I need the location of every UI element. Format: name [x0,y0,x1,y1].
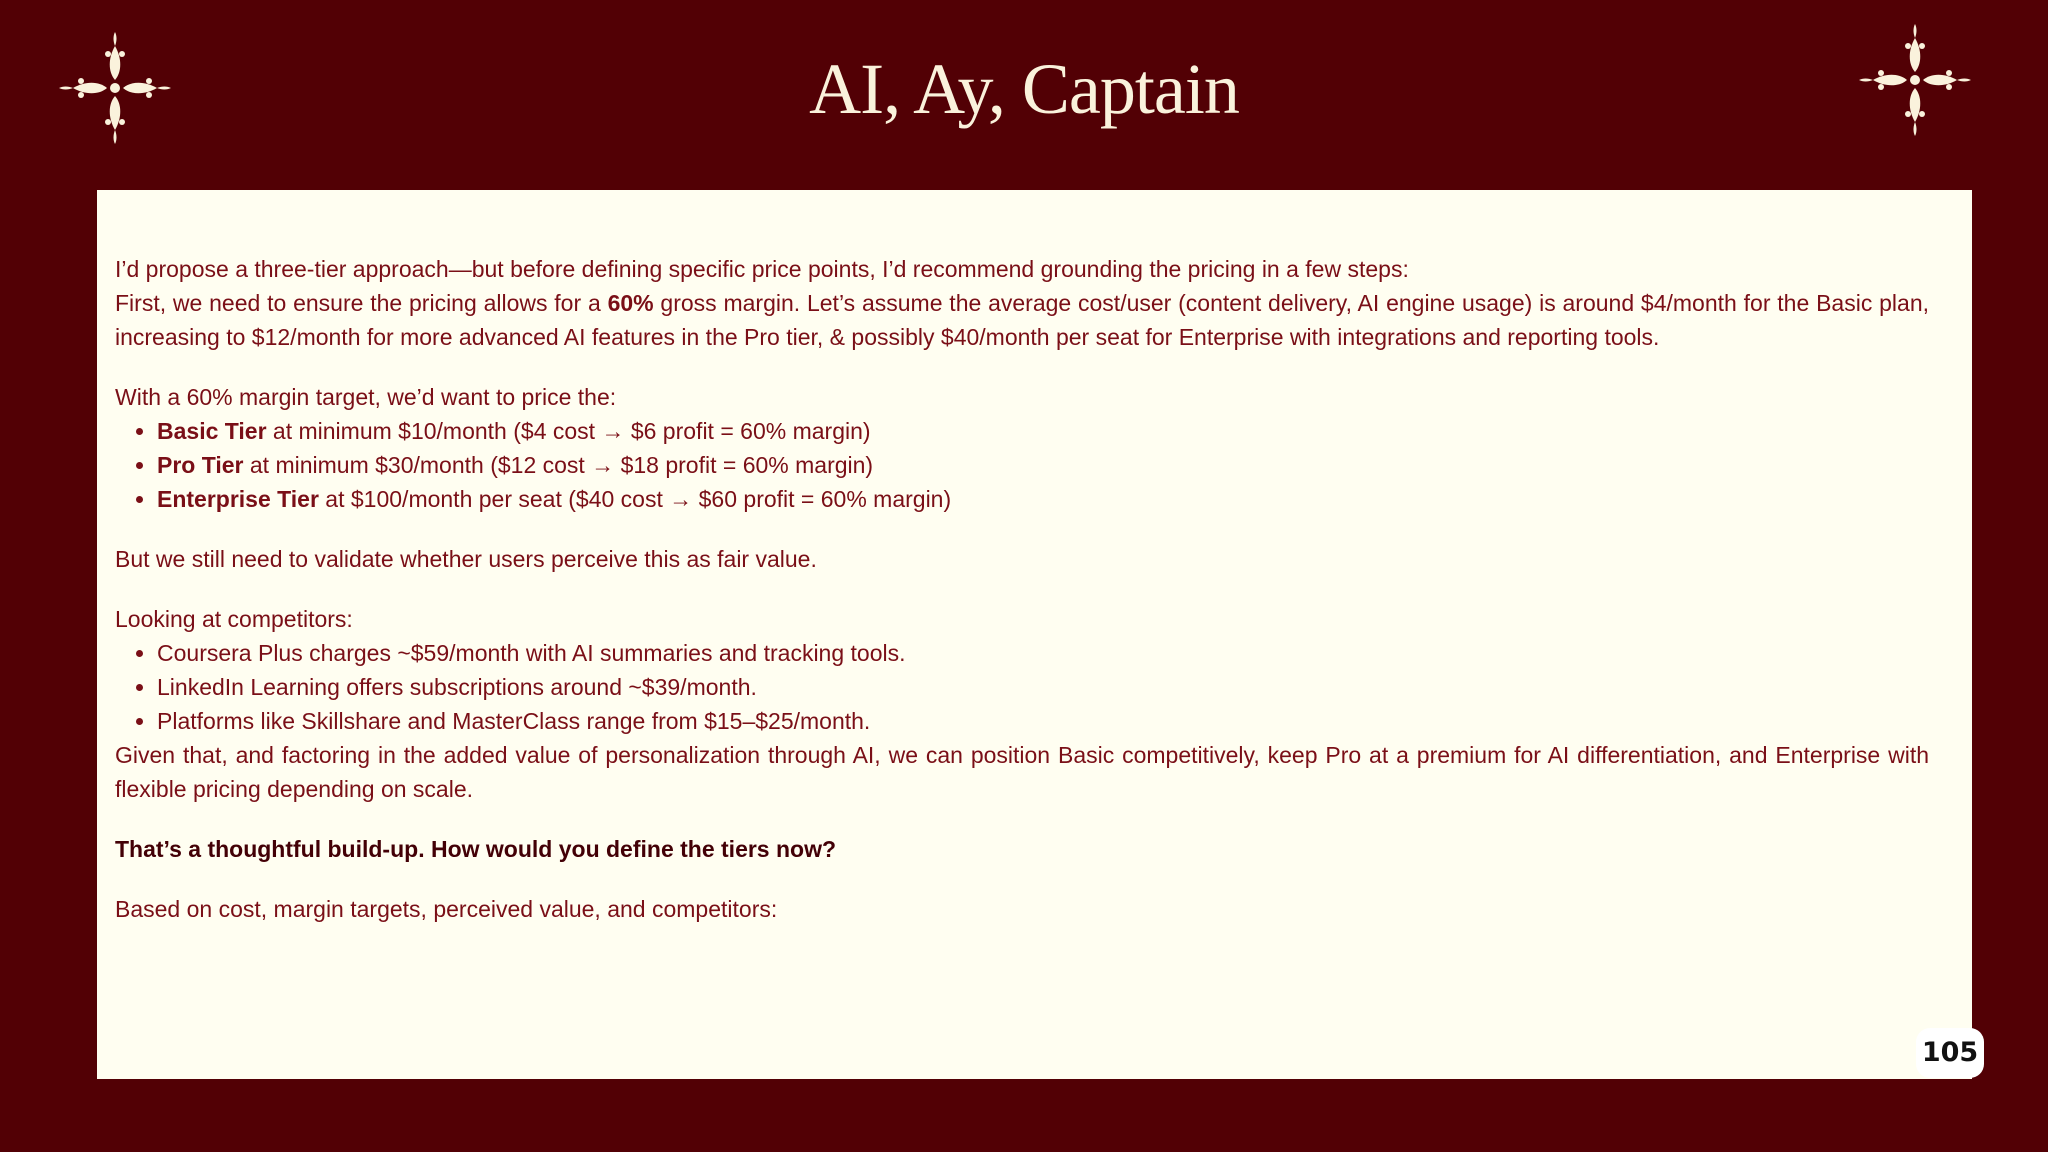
content-body [115,252,1929,926]
tier-item-enterprise [157,482,1929,516]
tier-item-basic [157,414,1929,448]
content-panel [97,190,1972,1079]
tier-detail: at $100/month per seat ($40 cost → $60 profit = 60% margin) [318,486,952,512]
intro-paragraph: I’d propose a three-tier approach—but before defining specific price points, I’d recommend grounding the pricing in a few steps: [115,256,1409,282]
conclusion-paragraph: Given that, and factoring in the added value of personalization through AI, we can position Basic competitively, keep Pro at a premium for AI differentiation, and Enterprise with flexible pricing depending on scale. [115,742,1929,802]
margin-target-intro: With a 60% margin target, we’d want to price the: [115,384,617,410]
question-prompt: That’s a thoughtful build-up. How would you define the tiers now? [115,836,837,862]
tier-detail: at minimum $30/month ($12 cost → $18 profit = 60% margin) [243,452,874,478]
fleur-star-icon [55,28,175,148]
tier-item-pro [157,448,1929,482]
margin-text-b: gross margin. Let’s assume the average cost/user (content delivery, AI engine usage) is around $4/month for the Basic plan, increasing to $12/month for more advanced AI features in the Pro tier, & possibly $40/month per seat for Enterprise with integrations and reporting tools. [115,290,1929,350]
page-number-badge: 105 [1916,1028,1984,1078]
tier-detail: at minimum $10/month ($4 cost → $6 profit = 60% margin) [266,418,871,444]
tier-name: Basic Tier [157,418,267,444]
competitor-item: • Coursera Plus charges ~$59/month with AI summaries and tracking tools. [157,636,1929,670]
competitor-item: • Platforms like Skillshare and MasterClass range from $15–$25/month. [157,704,1929,738]
fleur-star-icon [1855,20,1975,140]
tier-name: Pro Tier [157,452,244,478]
slide-title: AI, Ay, Captain [809,49,1239,129]
margin-text-a: First, we need to ensure the pricing allows for a [115,290,608,316]
based-on-paragraph: Based on cost, margin targets, perceived value, and competitors: [115,896,778,922]
margin-paragraph [115,286,1929,354]
competitor-list [115,636,1929,738]
competitors-intro: Looking at competitors: [115,606,353,632]
margin-highlight: 60% [607,290,654,316]
tier-name: Enterprise Tier [157,486,319,512]
validate-paragraph: But we still need to validate whether users perceive this as fair value. [115,546,817,572]
tier-list [115,414,1929,516]
competitor-item: • LinkedIn Learning offers subscriptions around ~$39/month. [157,670,1929,704]
